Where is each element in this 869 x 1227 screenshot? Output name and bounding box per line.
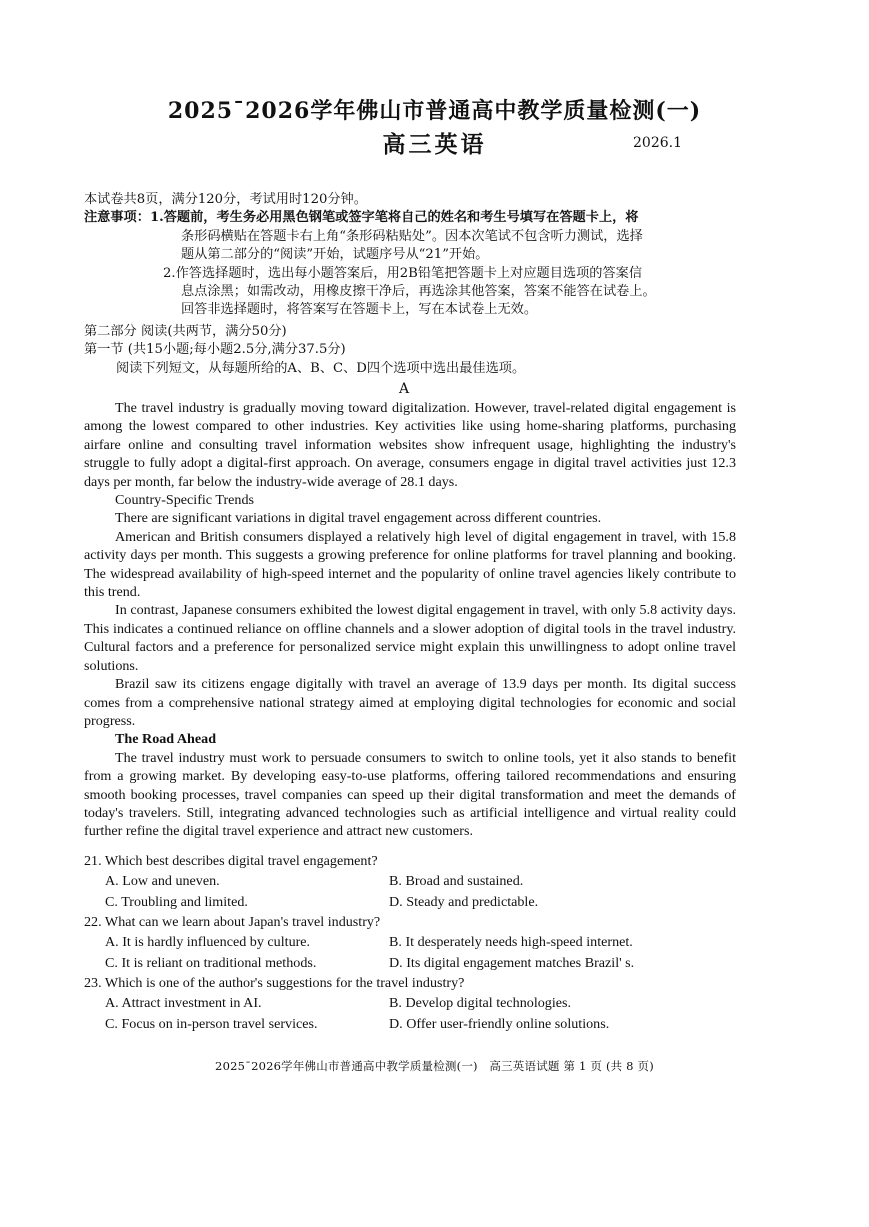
passage-paragraph: The travel industry must work to persuade consumers to switch to online tools, yet it also stands to benefit from a growing market. By developing easy-to-use platforms, offering tailored recommendations and ensuring smooth booking processes, travel companies can speed up their digital transformation and meet the demands of today's travelers. Still, integrating advanced technologies such as artificial intelligence and virtual reality could further refine the digital travel experience and attract new customers. <box>84 749 736 840</box>
note-2-line-3: 回答非选择题时，将答案写在答题卡上，写在本试卷上无效。 <box>181 302 538 318</box>
question-22 <box>84 912 744 973</box>
passage-paragraph: American and British consumers displayed a relatively high level of digital engagement in travel, with 15.8 activity days per month. This suggests a growing preference for online platforms for travel planning and booking. The widespread availability of high-speed internet and the popularity of online travel agencies likely contribute to this trend. <box>84 528 736 601</box>
exam-date: 2026.1 <box>633 135 682 151</box>
option-c: C. Troubling and limited. <box>105 893 248 910</box>
option-b: B. Broad and sustained. <box>389 873 524 889</box>
option-d: D. Offer user-friendly online solutions. <box>389 1015 610 1032</box>
option-b: B. Develop digital technologies. <box>389 995 572 1011</box>
subsection-heading: 第一节 (共15小题;每小题2.5分,满分37.5分) <box>84 342 346 358</box>
part-heading: 第二部分 阅读(共两节，满分50分) <box>84 324 287 339</box>
reading-passage <box>84 399 736 841</box>
exam-info-line: 本试卷共8页，满分120分，考试用时120分钟。 <box>84 192 367 207</box>
option-row <box>84 871 744 892</box>
note-1-line-2: 条形码横贴在答题卡右上角“条形码粘贴处”。因本次笔试不包含听力测试，选择 <box>181 228 643 244</box>
option-c: C. It is reliant on traditional methods. <box>105 954 317 971</box>
option-row <box>84 932 744 953</box>
option-b: B. It desperately needs high-speed internet. <box>389 934 633 950</box>
note-2-line-2: 息点涂黑；如需改动，用橡皮擦干净后，再选涂其他答案，答案不能答在试卷上。 <box>181 284 656 300</box>
option-row <box>84 1014 744 1035</box>
option-d: D. Its digital engagement matches Brazil' s. <box>389 954 635 971</box>
passage-label: A <box>398 381 410 397</box>
passage-paragraph: Brazil saw its citizens engage digitally with travel an average of 13.9 days per month. Its digital success comes from a comprehensive national strategy aimed at employing digital technologies for economic and social progress. <box>84 676 736 729</box>
option-a: A. Attract investment in AI. <box>105 995 262 1011</box>
question-list <box>84 851 744 1034</box>
reading-instruction: 阅读下列短文，从每题所给的A、B、C、D四个选项中选出最佳选项。 <box>116 360 526 376</box>
passage-subheading: Country-Specific Trends <box>115 492 254 509</box>
notes-row <box>84 209 744 227</box>
option-row <box>84 953 744 974</box>
note-2-line-1: 2.作答选择题时，选出每小题答案后，用2B铅笔把答题卡上对应题目选项的答案信 <box>163 265 643 281</box>
question-stem: 21. Which best describes digital travel engagement? <box>84 853 378 869</box>
passage-paragraph: The travel industry is gradually moving toward digitalization. However, travel-related digital engagement is among the lowest compared to other industries. Key activities like using home-sharing platforms, purchasing airfare online and consulting travel information websites show infrequent usage, highlighting the industry's struggle to fully adopt a digital-first approach. On average, consumers engage in digital travel activities just 12.3 days per month, far below the industry-wide average of 28.1 days. <box>84 400 736 490</box>
question-stem: 22. What can we learn about Japan's travel industry? <box>84 914 381 930</box>
question-stem: 23. Which is one of the author's suggestions for the travel industry? <box>84 975 465 991</box>
option-a: A. Low and uneven. <box>105 873 220 889</box>
notes-label: 注意事项： <box>84 210 150 226</box>
question-23 <box>84 973 744 1034</box>
reading-section-header <box>84 323 744 378</box>
option-row <box>84 993 744 1014</box>
exam-title: 2025ˉ2026学年佛山市普通高中教学质量检测(一) <box>167 98 702 124</box>
note-1-line-1: 1.答题前，考生务必用黑色钢笔或签字笔将自己的姓名和考生号填写在答题卡上，将 <box>149 210 639 226</box>
page-footer: 2025ˉ2026学年佛山市普通高中教学质量检测(一) 高三英语试题 第 1 页 (共 8 页) <box>215 1059 654 1073</box>
exam-instructions <box>84 191 744 320</box>
option-d: D. Steady and predictable. <box>389 893 539 910</box>
note-1-line-3: 题从第二部分的“阅读”开始，试题序号从“21”开始。 <box>181 247 489 263</box>
question-21 <box>84 851 744 912</box>
passage-paragraph: In contrast, Japanese consumers exhibited the lowest digital engagement in travel, with only 5.8 activity days. This indicates a continued reliance on offline channels and a slower adoption of digital tools in the travel industry. Cultural factors and a preference for personalized service might explain this unwillingness to adopt online travel solutions. <box>84 602 736 674</box>
passage-paragraph: There are significant variations in digital travel engagement across different countries. <box>115 510 602 527</box>
passage-subheading: The Road Ahead <box>115 731 217 748</box>
option-c: C. Focus on in-person travel services. <box>105 1015 318 1032</box>
option-row <box>84 892 744 913</box>
exam-subject: 高三英语 <box>382 131 487 158</box>
option-a: A. It is hardly influenced by culture. <box>105 934 311 950</box>
